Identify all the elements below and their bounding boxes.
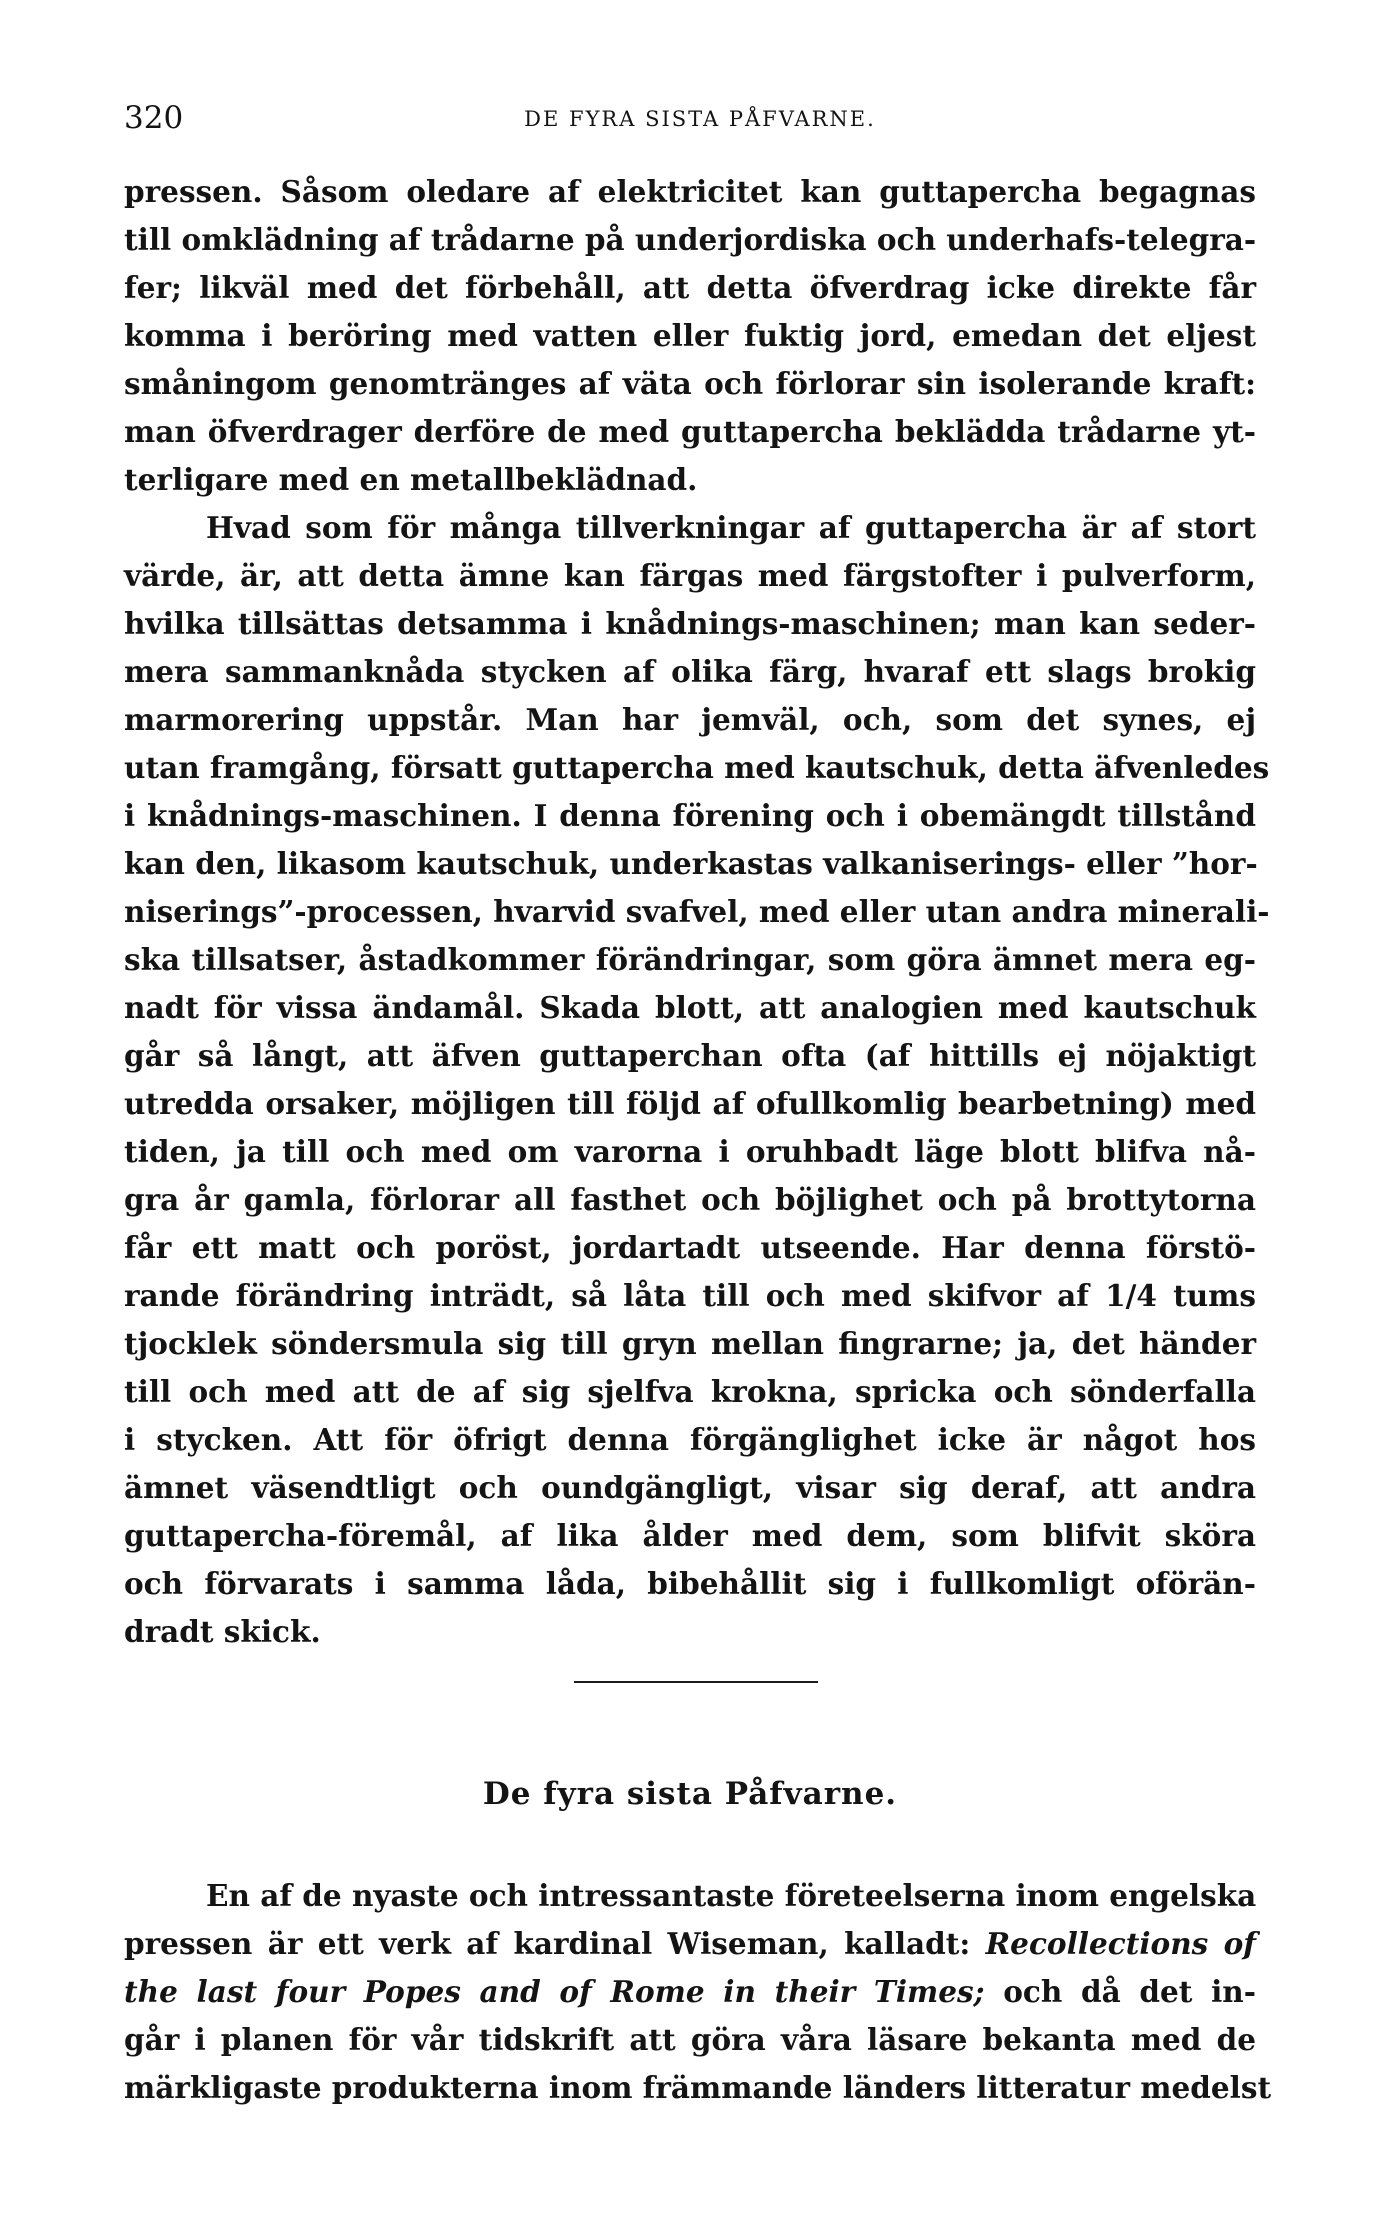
- paragraph-line: mera sammanknåda stycken af olika färg, hvaraf ett slags brokig: [124, 654, 1256, 689]
- paragraph-line: tjocklek söndersmula sig till gryn mellan fingrarne; ja, det händer: [124, 1326, 1256, 1361]
- page-number: 320: [124, 100, 184, 136]
- paragraph-1: [124, 168, 1256, 504]
- paragraph-line: tiden, ja till och med om varorna i oruhbadt läge blott blifva nå-: [124, 1134, 1256, 1169]
- paragraph-line: pressen. Såsom oledare af elektricitet kan guttapercha begagnas: [124, 174, 1256, 209]
- paragraph-line: kan den, likasom kautschuk, underkastas valkaniserings- eller ”hor-: [124, 846, 1258, 881]
- paragraph-line: guttapercha-föremål, af lika ålder med dem, som blifvit sköra: [124, 1518, 1256, 1553]
- paragraph-line: utredda orsaker, möjligen till följd af ofullkomlig bearbetning) med: [124, 1086, 1256, 1121]
- paragraph-line: går i planen för vår tidskrift att göra våra läsare bekanta med de: [124, 2022, 1256, 2057]
- paragraph-line: Hvad som för många tillverkningar af guttapercha är af stort: [206, 510, 1256, 545]
- running-head: [124, 96, 1256, 140]
- paragraph-text: och då det in-: [984, 1974, 1256, 2009]
- paragraph-line: niserings”-processen, hvarvid svafvel, med eller utan andra minerali-: [124, 894, 1270, 929]
- paragraph-line: komma i beröring med vatten eller fuktig jord, emedan det eljest: [124, 318, 1256, 353]
- paragraph-line: i stycken. Att för öfrigt denna förgänglighet icke är något hos: [124, 1422, 1256, 1457]
- paragraph-line: gra år gamla, förlorar all fasthet och böjlighet och på brottytorna: [124, 1182, 1256, 1217]
- paragraph-line: fer; likväl med det förbehåll, att detta öfverdrag icke direkte får: [124, 270, 1256, 305]
- paragraph-line: dradt skick.: [124, 1614, 321, 1649]
- paragraph-3: [124, 1872, 1272, 2112]
- paragraph-line: man öfverdrager derföre de med guttapercha beklädda trådarne yt-: [124, 414, 1256, 449]
- section-heading: De fyra sista Påfvarne.: [482, 1776, 898, 1812]
- paragraph-line: marmorering uppstår. Man har jemväl, och, som det synes, ej: [124, 702, 1256, 737]
- paragraph-line: terligare med en metallbeklädnad.: [124, 462, 698, 497]
- paragraph-line: En af de nyaste och intressantaste företeelserna inom engelska: [206, 1878, 1257, 1913]
- paragraph-line: småningom genomtränges af väta och förlorar sin isolerande kraft:: [124, 366, 1256, 401]
- paragraph-line: märkligaste produkterna inom främmande länders litteratur medelst: [124, 2070, 1272, 2105]
- paragraph-line: ska tillsatser, åstadkommer förändringar, som göra ämnet mera eg-: [124, 942, 1256, 977]
- paragraph-line: till och med att de af sig sjelfva krokna, spricka och sönderfalla: [124, 1374, 1256, 1409]
- paragraph-line: går så långt, att äfven guttaperchan ofta (af hittills ej nöjaktigt: [124, 1038, 1256, 1073]
- paragraph-line: och förvarats i samma låda, bibehållit sig i fullkomligt oförän-: [124, 1566, 1256, 1601]
- running-title: DE FYRA SISTA PÅFVARNE.: [524, 107, 876, 131]
- paragraph-line: hvilka tillsättas detsamma i knådnings-maschinen; man kan seder-: [124, 606, 1256, 641]
- paragraph-line: värde, är, att detta ämne kan färgas med färgstofter i pulverform,: [124, 558, 1256, 593]
- book-title-italic: the last four Popes and of Rome in their Times;: [124, 1974, 985, 2009]
- paragraph-line: utan framgång, försatt guttapercha med kautschuk, detta äfvenledes: [124, 750, 1270, 785]
- paragraph-line: ämnet väsendtligt och oundgängligt, visar sig deraf, att andra: [124, 1470, 1256, 1505]
- paragraph-line: nadt för vissa ändamål. Skada blott, att analogien med kautschuk: [124, 990, 1256, 1025]
- paragraph-2: [124, 504, 1270, 1656]
- book-title-italic: Recollections of: [985, 1926, 1256, 1961]
- paragraph-line: [124, 1968, 1256, 2016]
- paragraph-line: rande förändring inträdt, så låta till och med skifvor af 1/4 tums: [124, 1278, 1256, 1313]
- paragraph-text: pressen är ett verk af kardinal Wiseman, kalladt:: [124, 1926, 986, 1961]
- paragraph-line: till omklädning af trådarne på underjordiska och underhafs-telegra-: [124, 222, 1257, 257]
- paragraph-line: får ett matt och poröst, jordartadt utseende. Har denna förstö-: [124, 1230, 1256, 1265]
- paragraph-line: [124, 1920, 1256, 1968]
- section-divider: [574, 1681, 818, 1683]
- paragraph-line: i knådnings-maschinen. I denna förening och i obemängdt tillstånd: [124, 798, 1256, 833]
